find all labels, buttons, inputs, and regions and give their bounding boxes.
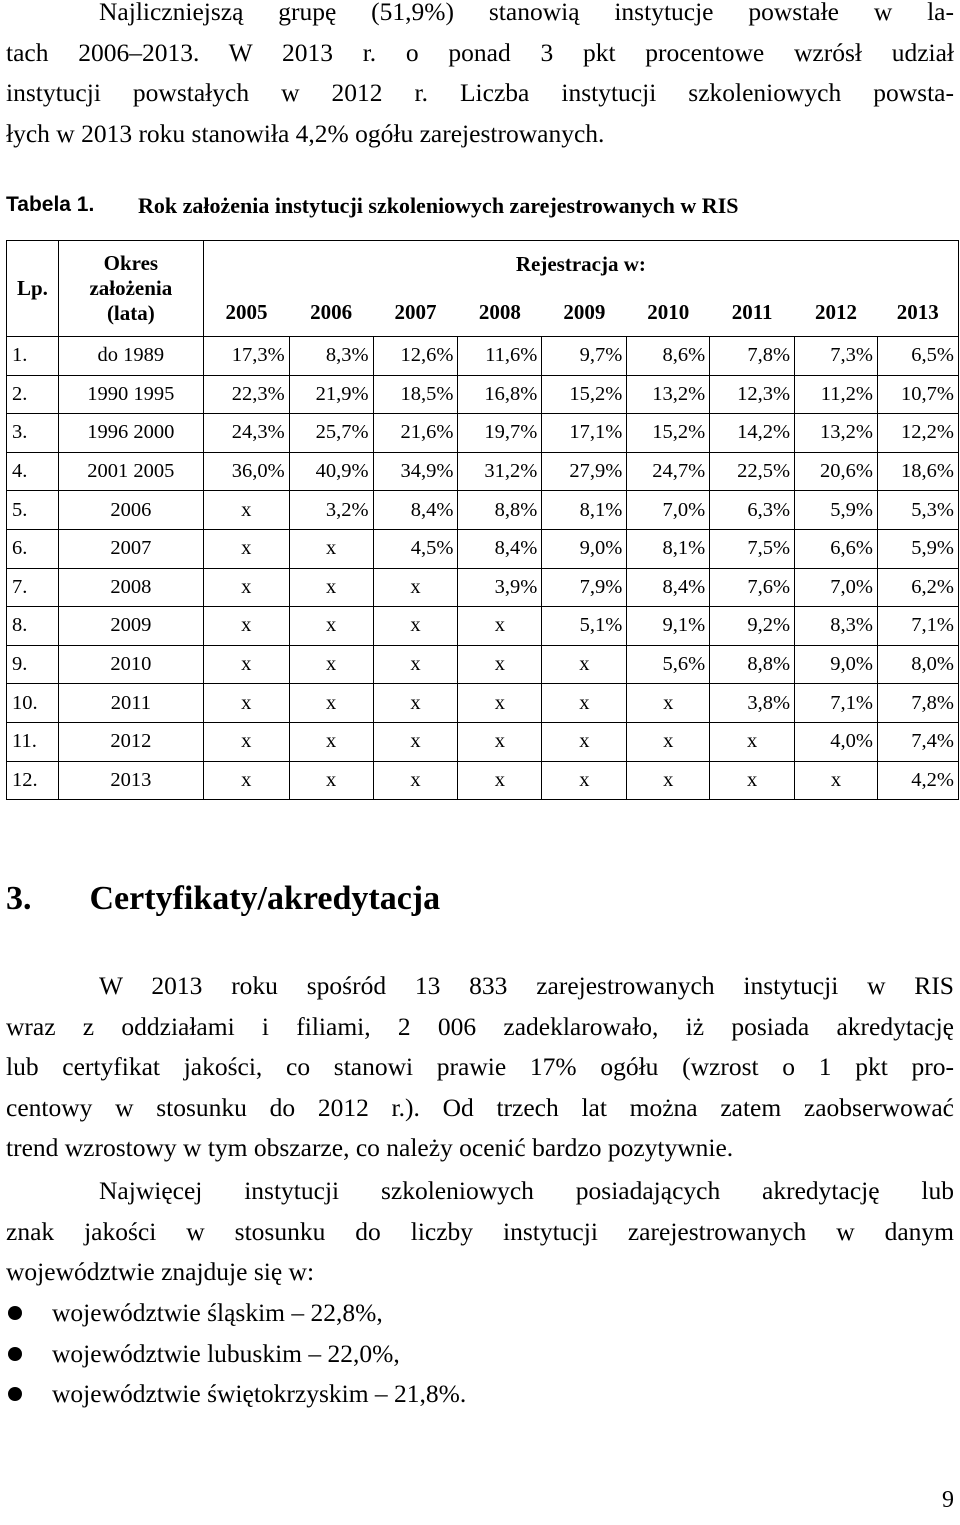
- cell-value: 10,7%: [878, 375, 959, 414]
- table-row: [7, 645, 959, 684]
- cell-value: x: [710, 761, 795, 800]
- cell-value: x: [458, 761, 542, 800]
- table-caption-label: Tabela 1.: [6, 193, 95, 216]
- cell-value: 4,0%: [795, 722, 878, 761]
- cell-value: 7,1%: [795, 684, 878, 723]
- cell-value: x: [203, 491, 289, 530]
- cell-value: 5,9%: [878, 529, 959, 568]
- cell-value: 4,2%: [878, 761, 959, 800]
- bullet-icon: [8, 1387, 22, 1401]
- cell-value: 36,0%: [203, 452, 289, 491]
- cell-value: x: [203, 568, 289, 607]
- cell-value: 6,3%: [710, 491, 795, 530]
- cell-value: 9,0%: [795, 645, 878, 684]
- table-row: [7, 607, 959, 646]
- cell-value: 7,8%: [710, 337, 795, 376]
- header-year: 2008: [458, 289, 542, 337]
- cell-period: 2012: [58, 722, 203, 761]
- list-item-text: województwie śląskim – 22,8%,: [52, 1298, 383, 1327]
- cell-value: 4,5%: [373, 529, 458, 568]
- cell-value: 17,1%: [542, 414, 627, 453]
- cell-value: x: [203, 607, 289, 646]
- cell-value: 12,3%: [710, 375, 795, 414]
- cell-value: 7,9%: [542, 568, 627, 607]
- cell-value: 21,6%: [373, 414, 458, 453]
- cell-value: 5,6%: [627, 645, 710, 684]
- cell-period: 2008: [58, 568, 203, 607]
- section-number: 3.: [6, 880, 32, 917]
- cell-value: x: [373, 761, 458, 800]
- cell-value: x: [627, 684, 710, 723]
- header-year: 2005: [203, 289, 289, 337]
- cell-value: x: [542, 645, 627, 684]
- cell-value: 12,6%: [373, 337, 458, 376]
- cell-value: 7,0%: [627, 491, 710, 530]
- cell-value: 3,9%: [458, 568, 542, 607]
- cell-value: x: [289, 529, 373, 568]
- cell-value: 24,3%: [203, 414, 289, 453]
- cell-value: 5,1%: [542, 607, 627, 646]
- cell-value: x: [289, 645, 373, 684]
- cell-value: x: [458, 722, 542, 761]
- cell-value: x: [373, 684, 458, 723]
- cell-value: 8,8%: [458, 491, 542, 530]
- cell-value: x: [627, 722, 710, 761]
- cell-value: 7,0%: [795, 568, 878, 607]
- intro-paragraph: [6, 0, 954, 154]
- cell-value: 9,1%: [627, 607, 710, 646]
- paragraph-voivodeships: [6, 1171, 954, 1293]
- cell-value: 34,9%: [373, 452, 458, 491]
- cell-value: x: [710, 722, 795, 761]
- cell-value: x: [627, 761, 710, 800]
- cell-value: x: [289, 722, 373, 761]
- cell-value: x: [373, 607, 458, 646]
- cell-lp: 8.: [7, 607, 59, 646]
- cell-value: x: [373, 568, 458, 607]
- cell-value: 13,2%: [627, 375, 710, 414]
- list-item-text: województwie lubuskim – 22,0%,: [52, 1338, 400, 1368]
- cell-lp: 5.: [7, 491, 59, 530]
- cell-period: do 1989: [58, 337, 203, 376]
- intro-line: instytucji powstałych w 2012 r. Liczba instytucji szkoleniowych powsta-: [6, 78, 954, 107]
- cell-value: 8,0%: [878, 645, 959, 684]
- cell-value: 7,3%: [795, 337, 878, 376]
- cell-value: 18,6%: [878, 452, 959, 491]
- list-item: [6, 1334, 466, 1375]
- cell-value: x: [289, 684, 373, 723]
- cell-value: 8,1%: [627, 529, 710, 568]
- cell-value: 40,9%: [289, 452, 373, 491]
- cell-value: 7,1%: [878, 607, 959, 646]
- cell-period: 2007: [58, 529, 203, 568]
- cell-lp: 7.: [7, 568, 59, 607]
- paragraph-line: lub certyfikat jakości, co stanowi prawie 17% ogółu (wzrost o 1 pkt pro-: [6, 1052, 954, 1081]
- cell-value: 9,0%: [542, 529, 627, 568]
- header-period-line: Okres: [103, 251, 159, 275]
- cell-value: 8,8%: [710, 645, 795, 684]
- cell-value: 17,3%: [203, 337, 289, 376]
- table-row: [7, 491, 959, 530]
- cell-lp: 3.: [7, 414, 59, 453]
- header-registration: Rejestracja w:: [203, 241, 958, 289]
- cell-value: 18,5%: [373, 375, 458, 414]
- cell-period: 1990 1995: [58, 375, 203, 414]
- table-row: [7, 684, 959, 723]
- cell-value: x: [373, 645, 458, 684]
- cell-value: 7,8%: [878, 684, 959, 723]
- cell-value: x: [542, 761, 627, 800]
- intro-line: łych w 2013 roku stanowiła 4,2% ogółu zarejestrowanych.: [6, 118, 605, 148]
- intro-line: Najliczniejszą grupę (51,9%) stanowią instytucje powstałe w la-: [99, 0, 954, 26]
- table-row: [7, 761, 959, 800]
- header-year: 2013: [878, 289, 959, 337]
- table-row: [7, 529, 959, 568]
- cell-period: 2001 2005: [58, 452, 203, 491]
- cell-value: 15,2%: [542, 375, 627, 414]
- cell-value: 8,3%: [795, 607, 878, 646]
- cell-value: 9,7%: [542, 337, 627, 376]
- paragraph-line: trend wzrostowy w tym obszarze, co należy ocenić bardzo pozytywnie.: [6, 1133, 734, 1162]
- header-year: 2006: [289, 289, 373, 337]
- cell-value: 11,2%: [795, 375, 878, 414]
- cell-lp: 1.: [7, 337, 59, 376]
- cell-value: x: [203, 761, 289, 800]
- cell-value: 31,2%: [458, 452, 542, 491]
- page-number: 9: [942, 1487, 954, 1513]
- cell-value: 6,5%: [878, 337, 959, 376]
- cell-value: 6,6%: [795, 529, 878, 568]
- cell-value: x: [458, 684, 542, 723]
- cell-value: 15,2%: [627, 414, 710, 453]
- cell-lp: 2.: [7, 375, 59, 414]
- table-caption: [6, 193, 739, 218]
- header-year: 2011: [710, 289, 795, 337]
- cell-value: x: [289, 761, 373, 800]
- cell-value: x: [542, 684, 627, 723]
- cell-value: 8,4%: [373, 491, 458, 530]
- cell-value: 9,2%: [710, 607, 795, 646]
- cell-value: 8,3%: [289, 337, 373, 376]
- paragraph-line: województwie znajduje się w:: [6, 1257, 315, 1286]
- cell-period: 2010: [58, 645, 203, 684]
- header-lp: Lp.: [7, 241, 59, 337]
- header-year: 2009: [542, 289, 627, 337]
- cell-period: 2013: [58, 761, 203, 800]
- cell-value: 11,6%: [458, 337, 542, 376]
- table-row: [7, 414, 959, 453]
- section-title: Certyfikaty/akredytacja: [89, 880, 441, 917]
- cell-value: 20,6%: [795, 452, 878, 491]
- cell-value: 27,9%: [542, 452, 627, 491]
- cell-value: 5,3%: [878, 491, 959, 530]
- cell-value: 21,9%: [289, 375, 373, 414]
- table-row: [7, 568, 959, 607]
- cell-value: 3,2%: [289, 491, 373, 530]
- bullet-icon: [8, 1306, 22, 1320]
- header-period-line: założenia: [89, 276, 173, 300]
- cell-value: 7,5%: [710, 529, 795, 568]
- table-row: [7, 375, 959, 414]
- founding-year-table: [6, 240, 959, 800]
- cell-value: 19,7%: [458, 414, 542, 453]
- cell-lp: 9.: [7, 645, 59, 684]
- paragraph-line: wraz z oddziałami i filiami, 2 006 zadeklarowało, iż posiada akredytację: [6, 1011, 954, 1041]
- cell-value: x: [203, 684, 289, 723]
- header-period-line: (lata): [106, 301, 155, 325]
- paragraph-line: W 2013 roku spośród 13 833 zarejestrowanych instytucji w RIS: [99, 971, 954, 1000]
- cell-period: 2006: [58, 491, 203, 530]
- cell-value: x: [289, 568, 373, 607]
- header-year: 2012: [795, 289, 878, 337]
- table-body: [7, 337, 959, 800]
- cell-value: x: [289, 607, 373, 646]
- cell-value: 5,9%: [795, 491, 878, 530]
- cell-period: 2011: [58, 684, 203, 723]
- cell-value: 8,1%: [542, 491, 627, 530]
- cell-value: x: [458, 645, 542, 684]
- paragraph-line: Najwięcej instytucji szkoleniowych posiadających akredytację lub: [99, 1176, 954, 1205]
- bullet-icon: [8, 1347, 22, 1361]
- list-item-text: województwie świętokrzyskim – 21,8%.: [52, 1379, 467, 1408]
- list-item: [6, 1293, 466, 1334]
- header-year: 2007: [373, 289, 458, 337]
- cell-value: x: [203, 529, 289, 568]
- cell-lp: 12.: [7, 761, 59, 800]
- table-caption-title: Rok założenia instytucji szkoleniowych zarejestrowanych w RIS: [138, 193, 739, 218]
- table-row: [7, 452, 959, 491]
- cell-value: 22,3%: [203, 375, 289, 414]
- cell-value: x: [373, 722, 458, 761]
- cell-value: 24,7%: [627, 452, 710, 491]
- cell-value: x: [203, 722, 289, 761]
- cell-lp: 11.: [7, 722, 59, 761]
- table-row: [7, 722, 959, 761]
- cell-period: 1996 2000: [58, 414, 203, 453]
- cell-value: 22,5%: [710, 452, 795, 491]
- voivodeship-list: [6, 1293, 466, 1415]
- cell-value: x: [203, 645, 289, 684]
- cell-value: x: [795, 761, 878, 800]
- table-row: [7, 337, 959, 376]
- header-year: 2010: [627, 289, 710, 337]
- paragraph-line: znak jakości w stosunku do liczby instytucji zarejestrowanych w danym: [6, 1216, 954, 1246]
- intro-line: tach 2006–2013. W 2013 r. o ponad 3 pkt procentowe wzrósł udział: [6, 37, 954, 67]
- cell-value: 8,6%: [627, 337, 710, 376]
- cell-value: 7,6%: [710, 568, 795, 607]
- cell-lp: 4.: [7, 452, 59, 491]
- cell-value: 8,4%: [458, 529, 542, 568]
- list-item: [6, 1374, 466, 1415]
- cell-value: x: [458, 607, 542, 646]
- cell-value: 6,2%: [878, 568, 959, 607]
- cell-lp: 6.: [7, 529, 59, 568]
- cell-value: 25,7%: [289, 414, 373, 453]
- section-heading: [6, 880, 440, 918]
- paragraph-certificates: [6, 966, 954, 1169]
- cell-value: 14,2%: [710, 414, 795, 453]
- cell-value: 16,8%: [458, 375, 542, 414]
- cell-value: 3,8%: [710, 684, 795, 723]
- cell-value: 12,2%: [878, 414, 959, 453]
- cell-period: 2009: [58, 607, 203, 646]
- cell-lp: 10.: [7, 684, 59, 723]
- cell-value: x: [542, 722, 627, 761]
- header-period: [58, 241, 203, 337]
- cell-value: 13,2%: [795, 414, 878, 453]
- paragraph-line: centowy w stosunku do 2012 r.). Od trzech lat można zatem zaobserwować: [6, 1092, 954, 1122]
- cell-value: 8,4%: [627, 568, 710, 607]
- cell-value: 7,4%: [878, 722, 959, 761]
